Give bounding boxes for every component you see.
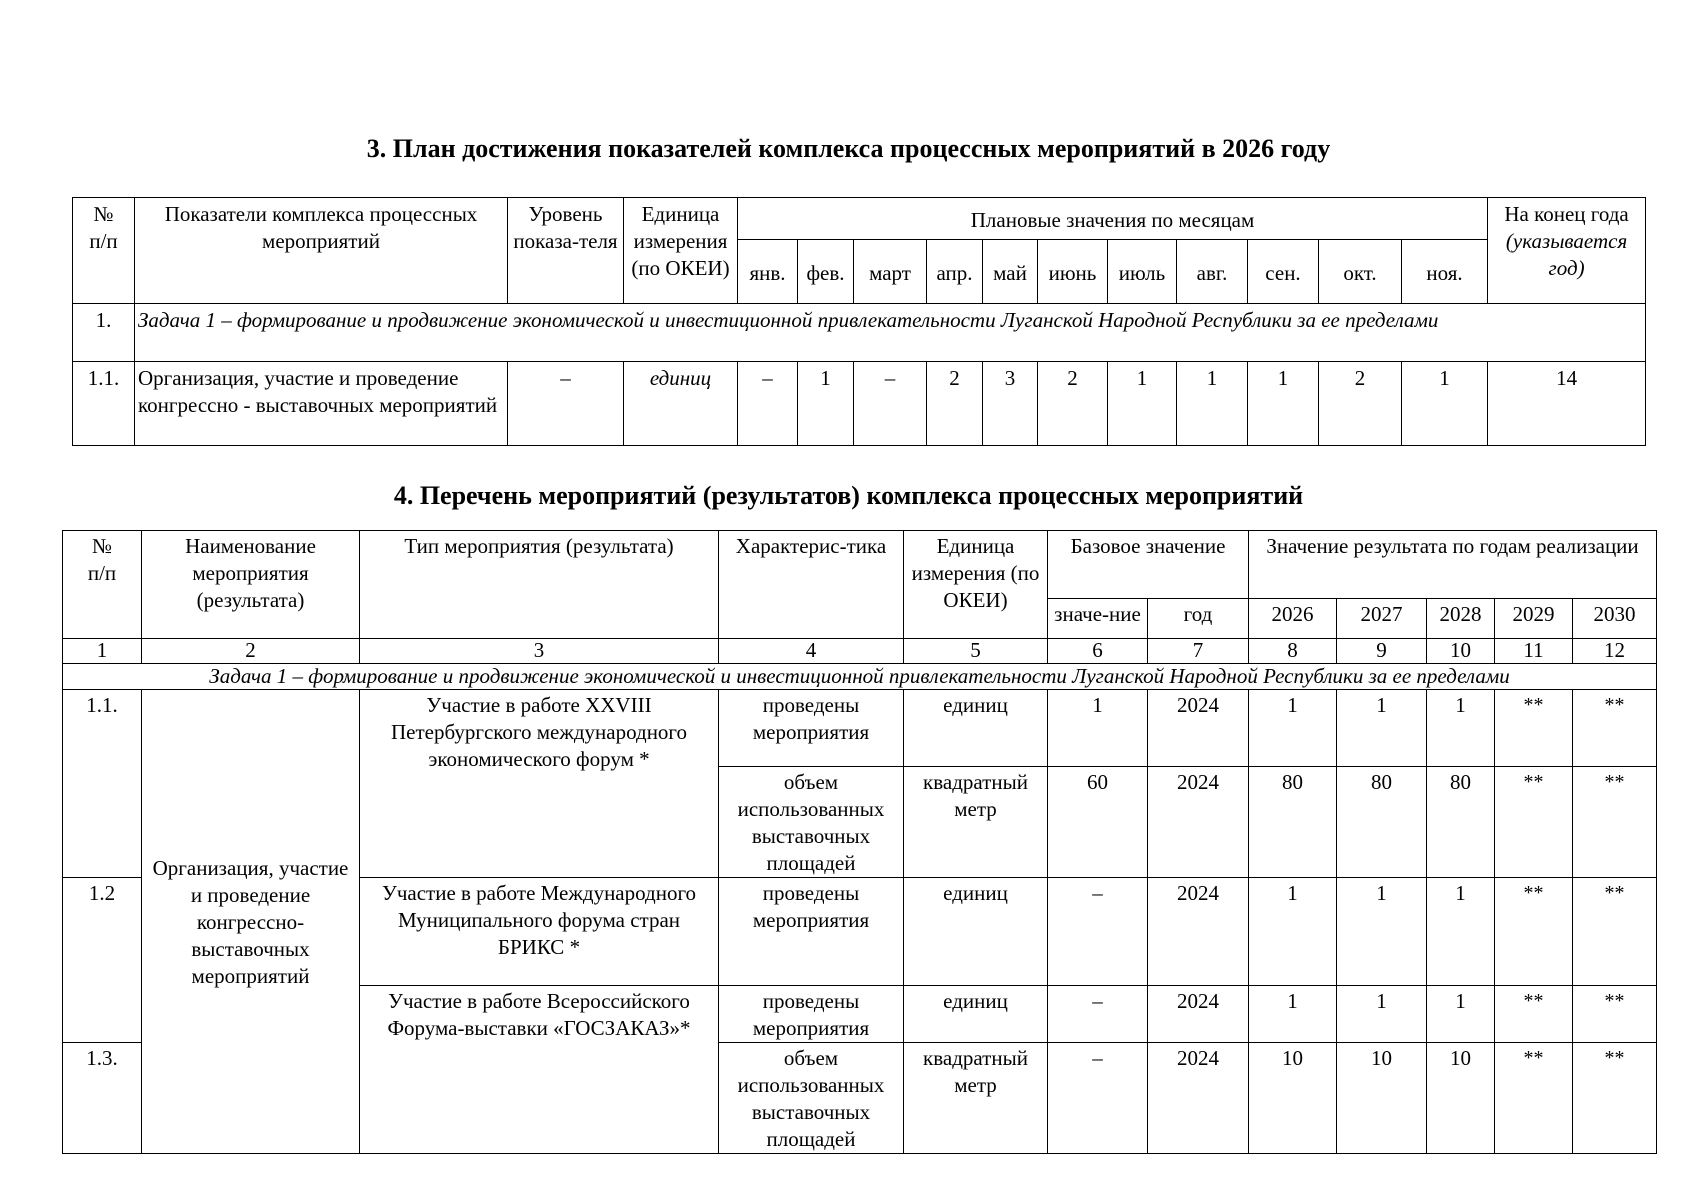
month-header: июнь — [1038, 240, 1108, 304]
month-header: окт. — [1319, 240, 1402, 304]
month-header: март — [854, 240, 927, 304]
col-header-base: Базовое значение — [1048, 531, 1249, 599]
event-unit: квадратный метр — [904, 767, 1048, 878]
task-text: Задача 1 – формирование и продвижение экономической и инвестиционной привлекательности Луганской Народной Республики за ее пределами — [135, 304, 1646, 362]
col-header-year-end — [1488, 198, 1646, 304]
task-row — [63, 664, 1657, 690]
base-value: – — [1048, 878, 1148, 986]
merged-event-name: Организация, участие и проведение конгрессно-выставочных мероприятий — [142, 690, 360, 1154]
column-number: 10 — [1427, 639, 1495, 664]
task-text: Задача 1 – формирование и продвижение экономической и инвестиционной привлекательности Луганской Народной Республики за ее пределами — [63, 664, 1657, 690]
event-unit: единиц — [904, 986, 1048, 1043]
year-value: 80 — [1249, 767, 1337, 878]
year-value: ** — [1495, 878, 1573, 986]
col-header-num: № п/п — [63, 531, 142, 639]
base-value: – — [1048, 986, 1148, 1043]
col-header-base-value: значе-ние — [1048, 599, 1148, 639]
table-row — [63, 690, 1657, 767]
col-header-year: 2026 — [1249, 599, 1337, 639]
event-characteristic: проведены мероприятия — [719, 690, 904, 767]
year-value: ** — [1495, 1043, 1573, 1154]
year-value: 80 — [1427, 767, 1495, 878]
col-header-year: 2030 — [1573, 599, 1657, 639]
col-header-type: Тип мероприятия (результата) — [360, 531, 719, 639]
year-end-label: На конец года — [1504, 202, 1629, 226]
base-value: – — [1048, 1043, 1148, 1154]
column-number: 6 — [1048, 639, 1148, 664]
event-type: Участие в работе Международного Муниципального форума стран БРИКС * — [360, 878, 719, 986]
column-number: 9 — [1337, 639, 1427, 664]
month-header: июль — [1108, 240, 1177, 304]
section-3-title: 3. План достижения показателей комплекса процессных мероприятий в 2026 году — [366, 134, 1331, 163]
event-unit: единиц — [904, 878, 1048, 986]
year-value: 1 — [1249, 986, 1337, 1043]
month-value: 1 — [1402, 362, 1488, 446]
col-header-num: № п/п — [73, 198, 135, 304]
year-end-note: (указывается год) — [1505, 229, 1628, 280]
year-value: 1 — [1337, 986, 1427, 1043]
year-value: ** — [1573, 690, 1657, 767]
task-num: 1. — [73, 304, 135, 362]
year-value: 10 — [1337, 1043, 1427, 1154]
col-header-monthly: Плановые значения по месяцам — [738, 198, 1488, 240]
year-value: 1 — [1249, 878, 1337, 986]
col-header-by-years: Значение результата по годам реализации — [1249, 531, 1657, 599]
month-header: ноя. — [1402, 240, 1488, 304]
indicators-plan-table — [72, 197, 1646, 446]
column-number: 2 — [142, 639, 360, 664]
column-number: 7 — [1148, 639, 1249, 664]
event-characteristic: проведены мероприятия — [719, 878, 904, 986]
col-header-indicator: Показатели комплекса процессных мероприятий — [135, 198, 508, 304]
events-list-table — [62, 530, 1657, 1154]
section-4-title: 4. Перечень мероприятий (результатов) комплекса процессных мероприятий — [393, 481, 1304, 510]
col-header-characteristic: Характерис-тика — [719, 531, 904, 639]
col-header-unit: Единица измерения (по ОКЕИ) — [904, 531, 1048, 639]
event-type: Участие в работе XXVIII Петербургского международного экономического форум * — [360, 690, 719, 878]
month-header: апр. — [927, 240, 983, 304]
base-year: 2024 — [1148, 767, 1249, 878]
task-row — [73, 304, 1646, 362]
year-value: ** — [1573, 767, 1657, 878]
month-value: 1 — [1108, 362, 1177, 446]
month-value: 1 — [1248, 362, 1319, 446]
col-header-year: 2029 — [1495, 599, 1573, 639]
year-value: 1 — [1337, 690, 1427, 767]
event-characteristic: проведены мероприятия — [719, 986, 904, 1043]
month-value: 2 — [927, 362, 983, 446]
event-unit: единиц — [904, 690, 1048, 767]
year-value: 1 — [1427, 878, 1495, 986]
base-value: 60 — [1048, 767, 1148, 878]
year-value: 1 — [1427, 690, 1495, 767]
col-header-year: 2028 — [1427, 599, 1495, 639]
event-characteristic: объем использованных выставочных площадей — [719, 767, 904, 878]
column-number: 8 — [1249, 639, 1337, 664]
month-value: 2 — [1038, 362, 1108, 446]
row-num: 1.2 — [63, 878, 142, 1043]
column-number: 4 — [719, 639, 904, 664]
year-value: 10 — [1427, 1043, 1495, 1154]
event-characteristic: объем использованных выставочных площадей — [719, 1043, 904, 1154]
month-header: авг. — [1177, 240, 1248, 304]
month-header: янв. — [738, 240, 798, 304]
indicator-level: – — [508, 362, 624, 446]
month-value: 3 — [983, 362, 1038, 446]
year-value: ** — [1495, 767, 1573, 878]
column-number: 1 — [63, 639, 142, 664]
base-year: 2024 — [1148, 986, 1249, 1043]
base-value: 1 — [1048, 690, 1148, 767]
row-num: 1.1. — [63, 690, 142, 878]
base-year: 2024 — [1148, 1043, 1249, 1154]
indicator-unit: единиц — [624, 362, 738, 446]
column-number: 11 — [1495, 639, 1573, 664]
year-value: ** — [1573, 878, 1657, 986]
year-value: 1 — [1427, 986, 1495, 1043]
col-header-base-year: год — [1148, 599, 1249, 639]
year-value: 80 — [1337, 767, 1427, 878]
column-number: 5 — [904, 639, 1048, 664]
month-value: – — [738, 362, 798, 446]
year-value: ** — [1573, 1043, 1657, 1154]
year-value: 1 — [1337, 878, 1427, 986]
year-value: ** — [1495, 690, 1573, 767]
month-header: сен. — [1248, 240, 1319, 304]
column-number: 3 — [360, 639, 719, 664]
month-header: фев. — [798, 240, 854, 304]
year-value: 1 — [1249, 690, 1337, 767]
col-header-year: 2027 — [1337, 599, 1427, 639]
column-number: 12 — [1573, 639, 1657, 664]
event-type: Участие в работе Всероссийского Форума-выставки «ГОСЗАКАЗ»* — [360, 986, 719, 1154]
month-header: май — [983, 240, 1038, 304]
event-unit: квадратный метр — [904, 1043, 1048, 1154]
year-value: 10 — [1249, 1043, 1337, 1154]
month-value: 1 — [798, 362, 854, 446]
column-numbers-row — [63, 639, 1657, 664]
col-header-unit: Единица измерения (по ОКЕИ) — [624, 198, 738, 304]
row-num: 1.1. — [73, 362, 135, 446]
col-header-name: Наименование мероприятия (результата) — [142, 531, 360, 639]
year-value: ** — [1573, 986, 1657, 1043]
base-year: 2024 — [1148, 878, 1249, 986]
row-num: 1.3. — [63, 1043, 142, 1154]
month-value: – — [854, 362, 927, 446]
year-end-value: 14 — [1488, 362, 1646, 446]
indicator-name: Организация, участие и проведение конгрессно - выставочных мероприятий — [135, 362, 508, 446]
col-header-level: Уровень показа-теля — [508, 198, 624, 304]
year-value: ** — [1495, 986, 1573, 1043]
month-value: 1 — [1177, 362, 1248, 446]
table-row — [73, 362, 1646, 446]
month-value: 2 — [1319, 362, 1402, 446]
base-year: 2024 — [1148, 690, 1249, 767]
